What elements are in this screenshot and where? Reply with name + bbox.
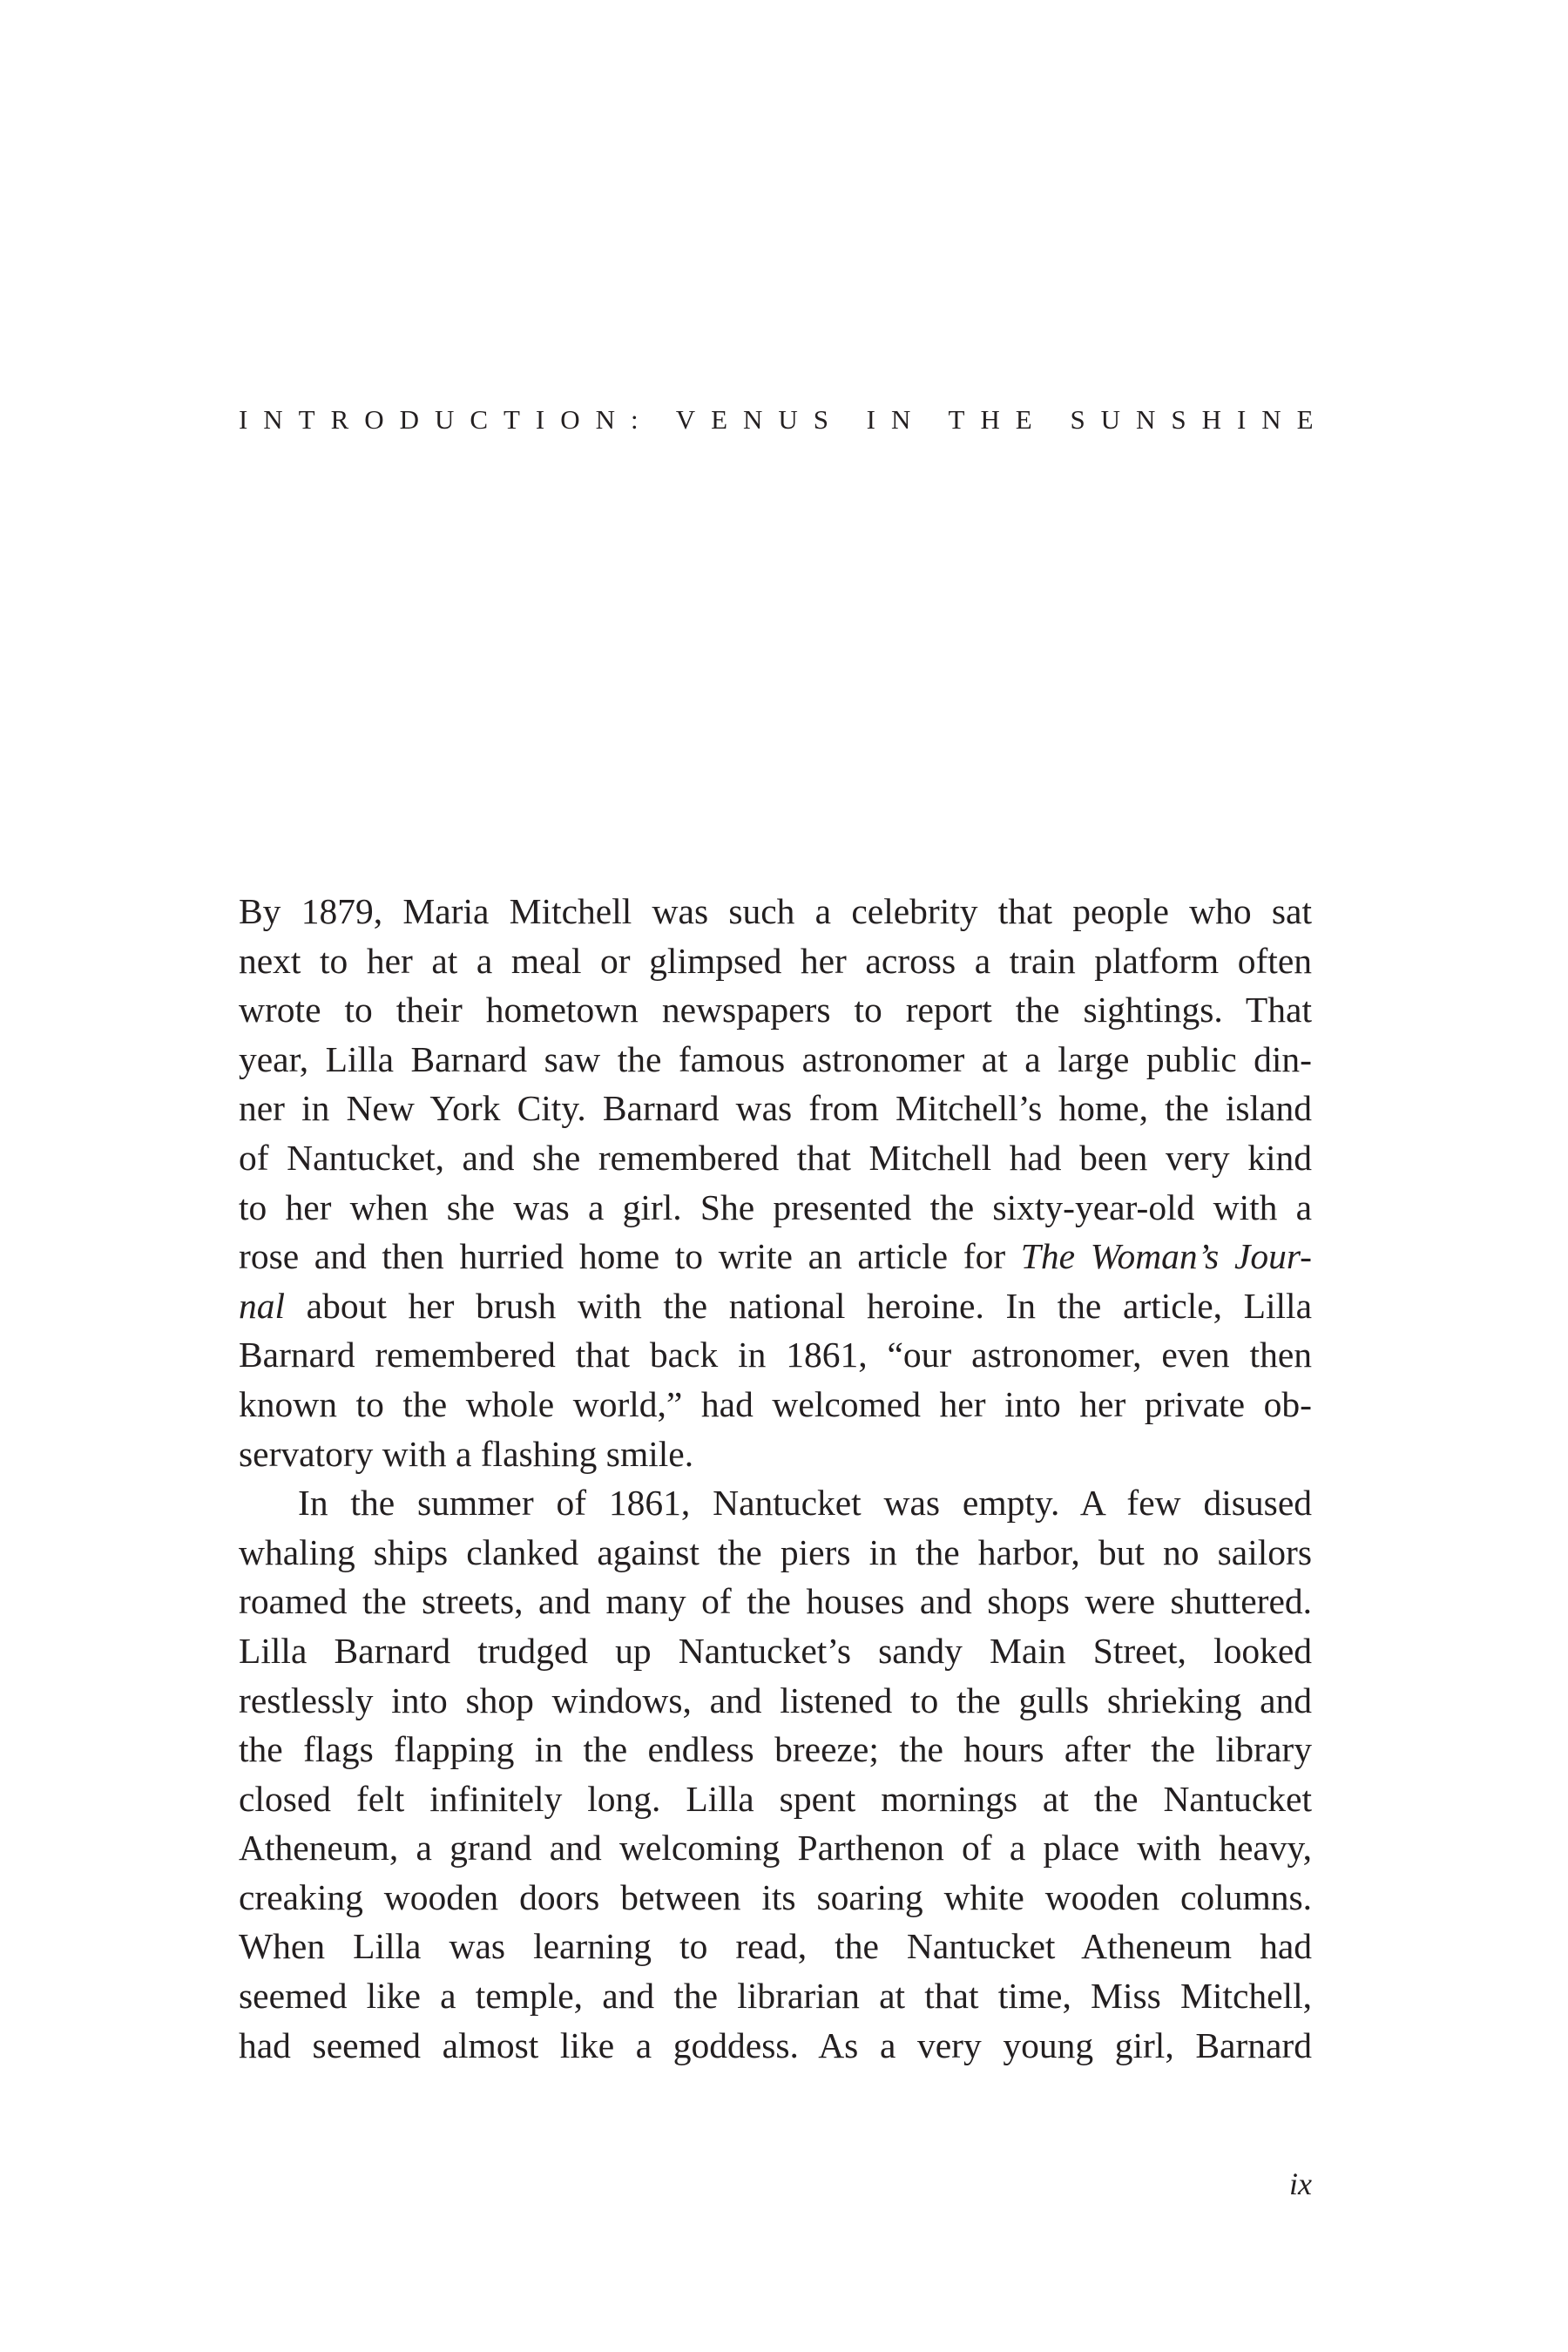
text-line: creaking wooden doors between its soaring white wooden columns. xyxy=(239,1876,1312,1917)
text-line: ner in New York City. Barnard was from Mitchell’s home, the island xyxy=(239,1088,1312,1129)
text-line: had seemed almost like a goddess. As a very young girl, Barnard xyxy=(239,2024,1312,2065)
text-line: In the summer of 1861, Nantucket was empty. A few disused xyxy=(298,1483,1312,1524)
text-line: whaling ships clanked against the piers in the harbor, but no sailors xyxy=(239,1531,1312,1572)
text-line: servatory with a flashing smile. xyxy=(239,1433,694,1474)
text-line: Atheneum, a grand and welcoming Parthenon of a place with heavy, xyxy=(239,1828,1312,1869)
text-line: known to the whole world,” had welcomed her into her private ob- xyxy=(239,1383,1312,1424)
text-line: Lilla Barnard trudged up Nantucket’s sandy Main Street, looked xyxy=(239,1630,1312,1671)
text-line: seemed like a temple, and the librarian at that time, Miss Mitchell, xyxy=(239,1976,1312,2017)
page-number: ix xyxy=(1289,2166,1312,2201)
text-line: When Lilla was learning to read, the Nantucket Atheneum had xyxy=(239,1926,1312,1967)
text-line-with-title xyxy=(239,1232,1312,1281)
text-line: roamed the streets, and many of the houses and shops were shuttered. xyxy=(239,1581,1312,1622)
text-line: year, Lilla Barnard saw the famous astronomer at a large public din- xyxy=(239,1038,1312,1079)
body-text xyxy=(239,887,1312,2070)
text-line: closed felt infinitely long. Lilla spent mornings at the Nantucket xyxy=(239,1778,1312,1819)
text-line: next to her at a meal or glimpsed her across a train platform often xyxy=(239,940,1312,981)
periodical-title: The Woman’s Jour- xyxy=(1020,1236,1312,1277)
running-head: INTRODUCTION: VENUS IN THE SUNSHINE xyxy=(239,404,1329,435)
text-line: to her when she was a girl. She presented the sixty-year-old with a xyxy=(239,1186,1312,1227)
text-line-with-title xyxy=(239,1281,1312,1331)
periodical-title: nal xyxy=(239,1285,286,1326)
text-line-segment: about her brush with the national heroine. In the article, Lilla xyxy=(306,1285,1313,1326)
text-line: the flags flapping in the endless breeze; the hours after the library xyxy=(239,1729,1312,1770)
text-line: of Nantucket, and she remembered that Mitchell had been very kind xyxy=(239,1137,1312,1178)
text-line: wrote to their hometown newspapers to report the sightings. That xyxy=(239,990,1312,1031)
text-line: By 1879, Maria Mitchell was such a celebrity that people who sat xyxy=(239,891,1312,931)
text-line: Barnard remembered that back in 1861, “our astronomer, even then xyxy=(239,1335,1312,1375)
text-line: restlessly into shop windows, and listened to the gulls shrieking and xyxy=(239,1680,1312,1720)
text-line-segment: rose and then hurried home to write an article for xyxy=(239,1236,1021,1277)
